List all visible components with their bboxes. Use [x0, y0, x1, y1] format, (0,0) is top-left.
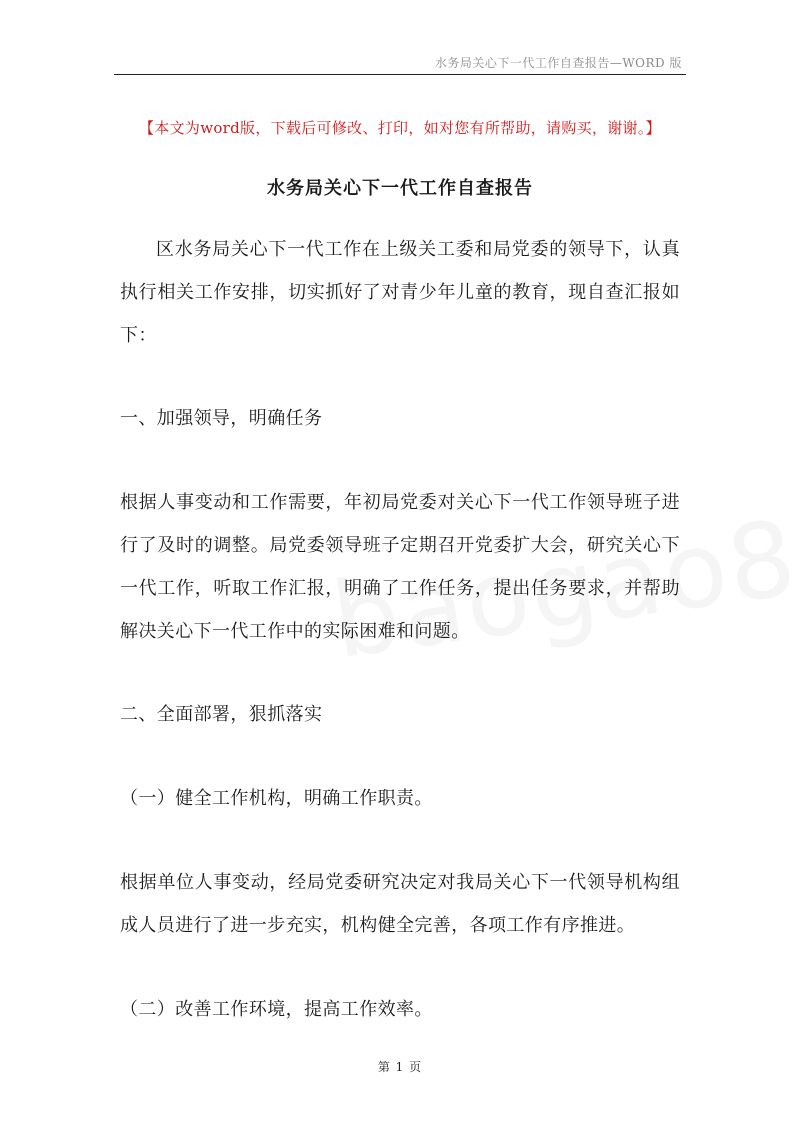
intro-paragraph: 区水务局关心下一代工作在上级关工委和局党委的领导下，认真执行相关工作安排，切实抓好了对青少年儿童的教育，现自查汇报如下：	[120, 239, 680, 346]
page-number: 第 1 页	[377, 1060, 423, 1074]
header-divider	[114, 74, 686, 75]
subsection-heading-1: （一）健全工作机构，明确工作职责。	[120, 788, 433, 809]
subsection-heading-2: （二）改善工作环境，提高工作效率。	[120, 999, 433, 1020]
section-heading-2: 二、全面部署，狠抓落实	[120, 704, 323, 725]
download-notice: 【本文为word版，下载后可修改、打印，如对您有所帮助，请购买，谢谢。】	[139, 119, 661, 137]
running-header: 水务局关心下一代工作自查报告—WORD 版	[434, 56, 682, 70]
body-paragraph-1: 根据人事变动和工作需要，年初局党委对关心下一代工作领导班子进行了及时的调整。局党委领导班子定期召开党委扩大会，研究关心下一代工作，听取工作汇报，明确了工作任务，提出任务要求，并帮助解决关心下一代工作中的实际困难和问题。	[120, 492, 680, 642]
document-title: 水务局关心下一代工作自查报告	[267, 178, 533, 199]
body-paragraph-2: 根据单位人事变动，经局党委研究决定对我局关心下一代领导机构组成人员进行了进一步充实，机构健全完善，各项工作有序推进。	[120, 872, 680, 936]
section-heading-1: 一、加强领导，明确任务	[120, 408, 323, 429]
